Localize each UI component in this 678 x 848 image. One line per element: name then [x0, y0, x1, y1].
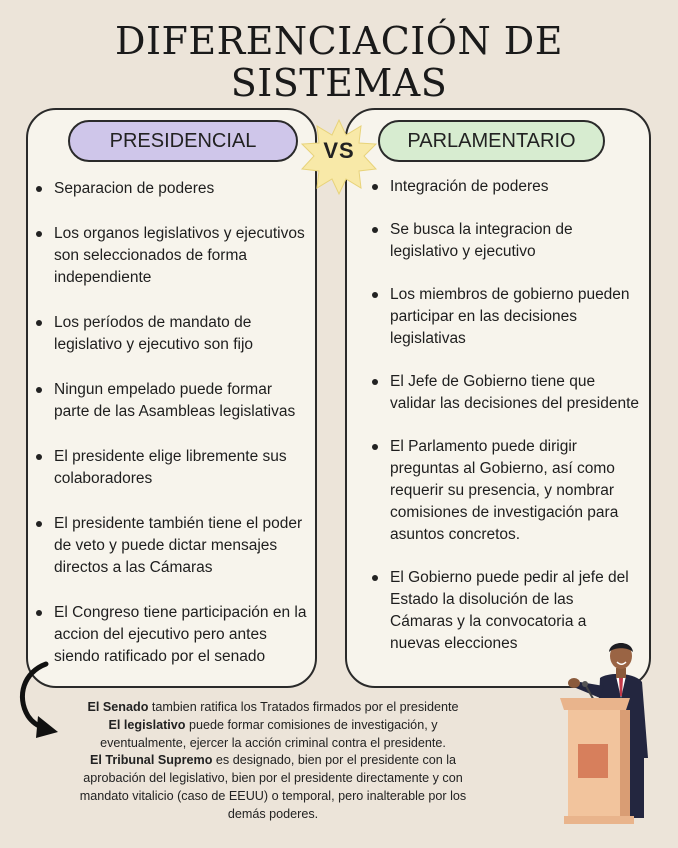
curved-arrow-icon: [10, 660, 72, 740]
footer-line-senado: [66, 699, 480, 717]
footer-legislativo-bold: El legislativo: [108, 717, 186, 732]
footer-line-tribunal: [66, 752, 480, 823]
footer-line-legislativo: [66, 717, 480, 753]
page-title: [0, 20, 678, 104]
presidencial-heading: PRESIDENCIAL: [68, 120, 298, 162]
speaker-at-podium-illustration: [556, 638, 666, 828]
list-item: Separacion de poderes: [36, 178, 308, 200]
footer-senado-bold: El Senado: [87, 700, 149, 714]
list-item: El Parlamento puede dirigir preguntas al Gobierno, así como requerir su presencia, y nombrar comisiones de investigación para asuntos concretos.: [372, 436, 640, 546]
list-item: Se busca la integracion de legislativo y ejecutivo: [372, 219, 640, 263]
footer-senado-text: tambien ratifica los Tratados firmados por el presidente: [148, 700, 459, 714]
footer-tribunal-text: es designado, bien por el presidente con la aprobación del legislativo, bien por el presidente directamente y con mandato vitalicio (caso de EEUU) o temporal, pero inalterable por los demás poderes.: [79, 753, 467, 821]
parlamentario-heading: PARLAMENTARIO: [378, 120, 605, 162]
list-item: El Jefe de Gobierno tiene que validar las decisiones del presidente: [372, 371, 640, 415]
title-line-2: SISTEMAS: [230, 61, 448, 105]
list-item: Los organos legislativos y ejecutivos son seleccionados de forma independiente: [36, 223, 308, 289]
footer-tribunal-bold: El Tribunal Supremo: [89, 753, 213, 768]
list-item: Ningun empelado puede formar parte de las Asambleas legislativas: [36, 379, 308, 423]
title-line-1: DIFERENCIACIÓN DE: [115, 19, 563, 63]
list-item: El presidente elige libremente sus colaboradores: [36, 446, 308, 490]
footer-legislativo-text: puede formar comisiones de investigación, y eventualmente, ejercer la acción criminal contra el presidente.: [100, 717, 446, 750]
list-item: El presidente también tiene el poder de veto y puede dictar mensajes directos a las Cámaras: [36, 513, 308, 579]
list-item: Integración de poderes: [372, 176, 640, 198]
list-item: Los miembros de gobierno pueden participar en las decisiones legislativas: [372, 284, 640, 350]
list-item: El Congreso tiene participación en la accion del ejecutivo pero antes siendo ratificado por el senado: [36, 602, 308, 668]
presidencial-list: [36, 178, 308, 691]
parlamentario-list: [372, 176, 640, 676]
list-item: Los períodos de mandato de legislativo y ejecutivo son fijo: [36, 312, 308, 356]
vs-label: VS: [323, 138, 355, 163]
footer-notes: [66, 699, 480, 824]
list-item: El Gobierno puede pedir al jefe del Estado la disolución de las Cámaras y la convocatoria a nuevas elecciones: [372, 567, 640, 655]
